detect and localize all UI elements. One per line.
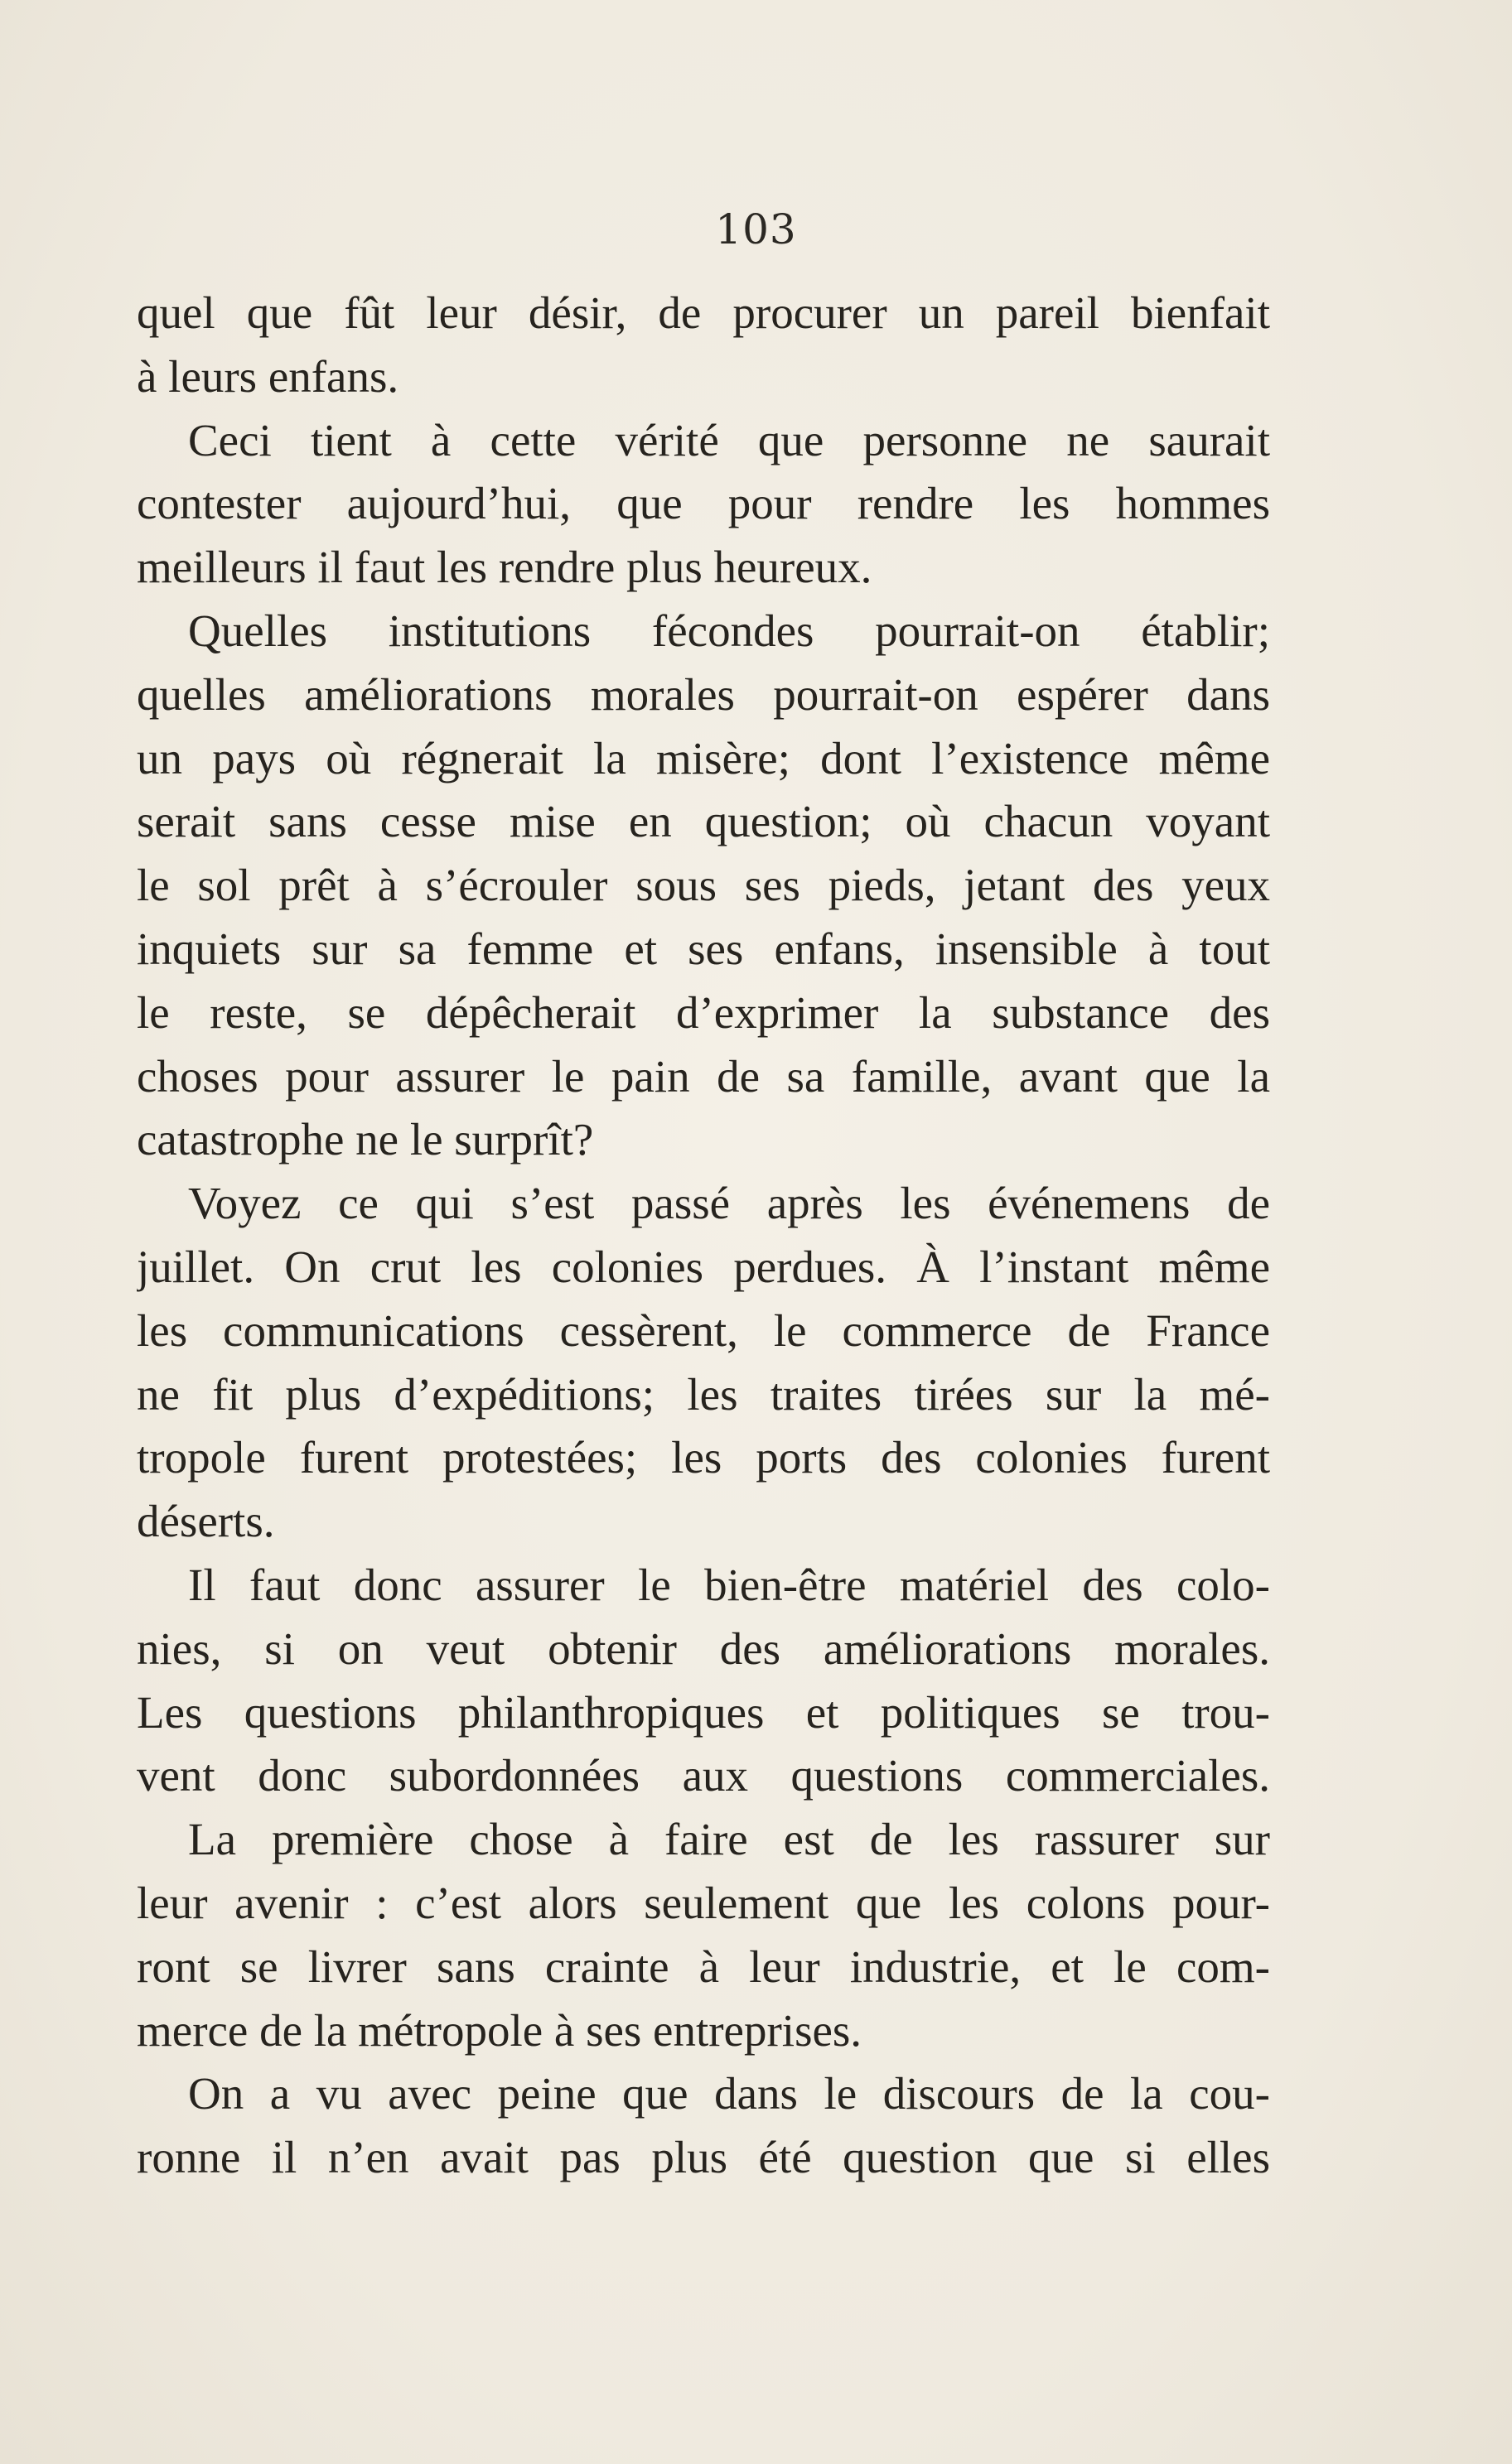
- text-line: ne fit plus d’expéditions; les traites tirées sur la mé-: [137, 1368, 1270, 1420]
- text-line: leur avenir : c’est alors seulement que les colons pour-: [137, 1877, 1270, 1928]
- text-line: le sol prêt à s’écrouler sous ses pieds, jetant des yeux: [137, 860, 1270, 911]
- text-line: ronne il n’en avait pas plus été question que si elles: [137, 2132, 1270, 2183]
- text-line: On a vu avec peine que dans le discours de la cou-: [188, 2068, 1270, 2119]
- text-line: quelles améliorations morales pourrait-on espérer dans: [137, 668, 1270, 720]
- text-line: déserts.: [137, 1496, 275, 1547]
- text-line: Ceci tient à cette vérité que personne ne saurait: [188, 414, 1270, 465]
- text-line: quel que fût leur désir, de procurer un pareil bienfait: [137, 287, 1270, 338]
- text-line: les communications cessèrent, le commerce de France: [137, 1304, 1270, 1356]
- text-line: Il faut donc assurer le bien-être matériel des colo-: [188, 1559, 1270, 1610]
- text-line: Les questions philanthropiques et politiques se trou-: [137, 1686, 1270, 1738]
- text-line: catastrophe ne le surprît?: [137, 1114, 594, 1165]
- text-line: ront se livrer sans crainte à leur industrie, et le com-: [137, 1941, 1270, 1992]
- text-line: vent donc subordonnées aux questions commerciales.: [137, 1750, 1270, 1801]
- text-line: Voyez ce qui s’est passé après les événemens de: [188, 1178, 1270, 1229]
- text-line: inquiets sur sa femme et ses enfans, insensible à tout: [137, 923, 1270, 974]
- text-line: juillet. On crut les colonies perdues. À l’instant même: [137, 1241, 1270, 1292]
- text-line: meilleurs il faut les rendre plus heureux.: [137, 542, 872, 593]
- text-line: choses pour assurer le pain de sa famille, avant que la: [137, 1050, 1270, 1102]
- text-line: tropole furent protestées; les ports des colonies furent: [137, 1432, 1270, 1483]
- text-line: merce de la métropole à ses entreprises.: [137, 2004, 862, 2056]
- text-line: La première chose à faire est de les rassurer sur: [188, 1814, 1270, 1865]
- body-text: [137, 282, 1270, 2190]
- text-line: le reste, se dépêcherait d’exprimer la substance des: [137, 986, 1270, 1038]
- text-line: un pays où régnerait la misère; dont l’existence même: [137, 732, 1270, 784]
- page-number: 103: [715, 205, 797, 253]
- text-line: à leurs enfans.: [137, 350, 399, 402]
- text-line: nies, si on veut obtenir des améliorations morales.: [137, 1623, 1270, 1674]
- text-line: Quelles institutions fécondes pourrait-on établir;: [188, 605, 1270, 656]
- text-line: serait sans cesse mise en question; où chacun voyant: [137, 796, 1270, 847]
- text-line: contester aujourd’hui, que pour rendre les hommes: [137, 478, 1270, 529]
